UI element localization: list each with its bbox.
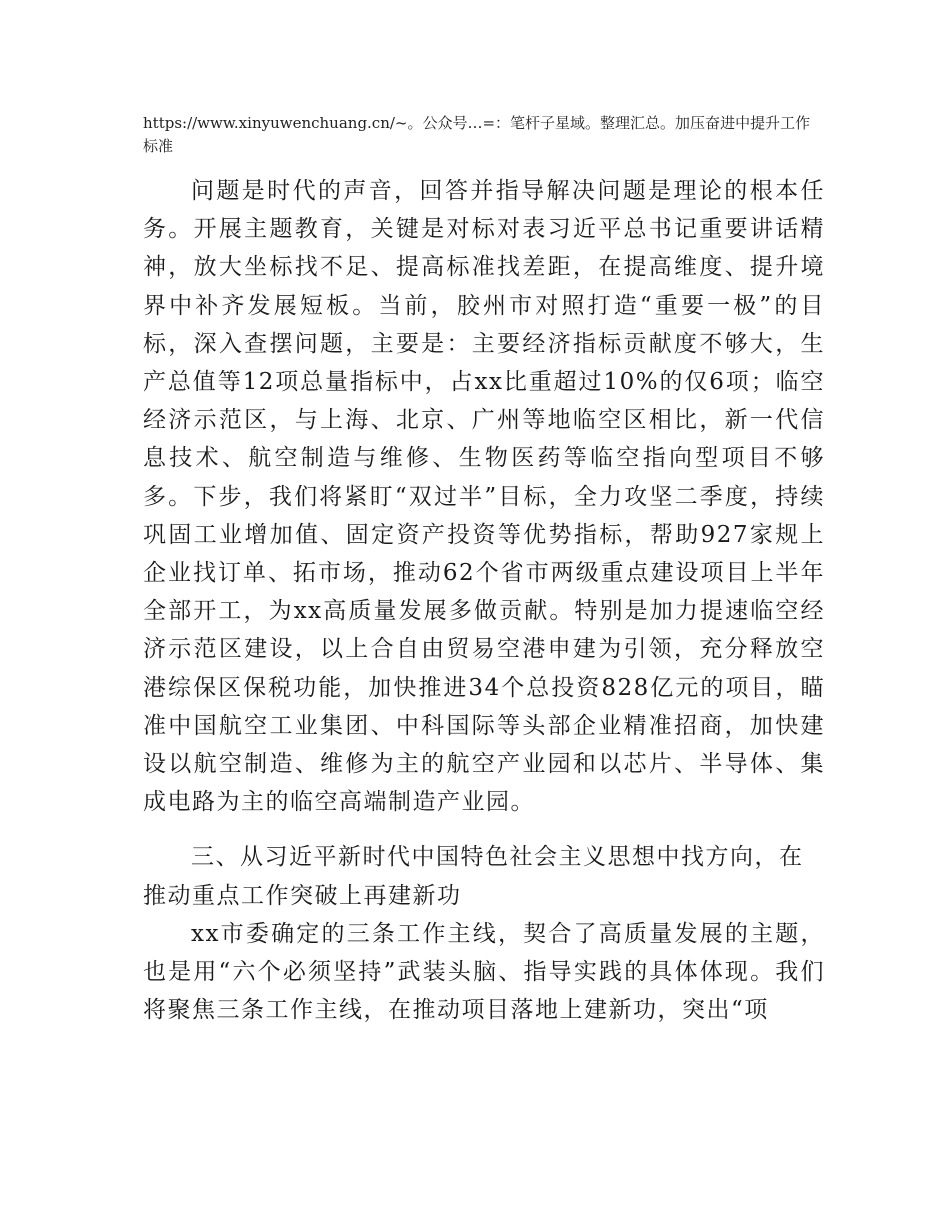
source-header-note: https://www.xinyuwenchuang.cn/~。公众号…=：笔杆子星域。整理汇总。加压奋进中提升工作标准 bbox=[143, 114, 811, 155]
body-paragraph: 问题是时代的声音，回答并指导解决问题是理论的根本任务。开展主题教育，关键是对标对表习近平总书记重要讲话精神，放大坐标找不足、提高标准找差距，在提高维度、提升境界中补齐发展短板。当前，胶州市对照打造“重要一极”的目标，深入查摆问题，主要是：主要经济指标贡献度不够大，生产总值等12项总量指标中，占xx比重超过10%的仅6项；临空经济示范区，与上海、北京、广州等地临空区相比，新一代信息技术、航空制造与维修、生物医药等临空指向型项目不够多。下步，我们将紧盯“双过半”目标，全力攻坚二季度，持续巩固工业增加值、固定资产投资等优势指标，帮助927家规上企业找订单、拓市场，推动62个省市两级重点建设项目上半年全部开工，为xx高质量发展多做贡献。特别是加力提速临空经济示范区建设，以上合自由贸易空港申建为引领，充分释放空港综保区保税功能，加快推进34个总投资828亿元的项目，瞄准中国航空工业集团、中科国际等头部企业精准招商，加快建设以航空制造、维修为主的航空产业园和以芯片、半导体、集成电路为主的临空高端制造产业园。 bbox=[143, 178, 825, 816]
body-paragraph: xx市委确定的三条工作主线，契合了高质量发展的主题，也是用“六个必须坚持”武装头脑、指导实践的具体体现。我们将聚焦三条工作主线，在推动项目落地上建新功，突出“项 bbox=[143, 920, 825, 1024]
section-heading: 三、从习近平新时代中国特色社会主义思想中找方向，在推动重点工作突破上再建新功 bbox=[143, 844, 804, 909]
document-page bbox=[143, 112, 825, 1029]
